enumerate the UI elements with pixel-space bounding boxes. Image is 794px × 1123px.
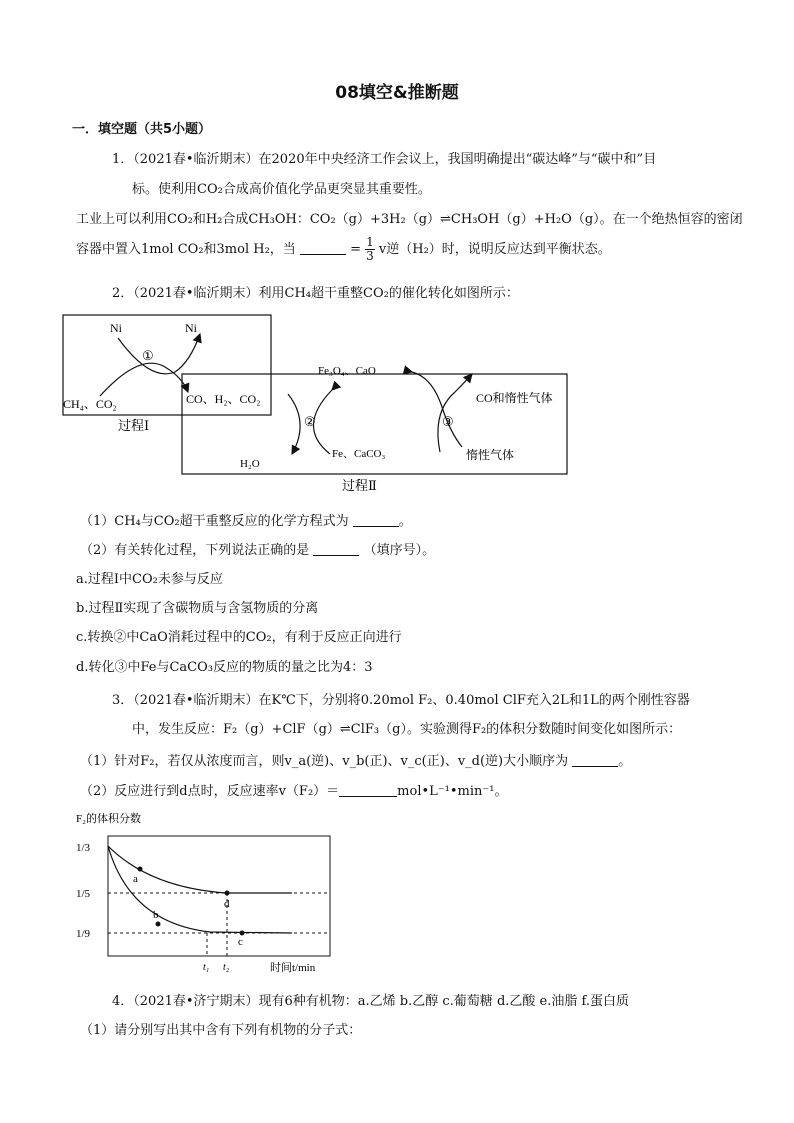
q1-line4a: 容器中置入1mol CO₂和3mol H₂，当 [76,242,296,257]
q1-frac-den: 3 [366,249,374,263]
q1-line4c: v逆（H₂）时，说明反应达到平衡状态。 [378,242,611,257]
co-h2-co2-label: CO、H₂、CO₂ [186,392,261,406]
q1-line3: 工业上可以利用CO₂和H₂合成CH₃OH：CO₂（g）+3H₂（g）⇌CH₃OH（g）+H₂O（g）。在一个绝热恒容的密闭 [76,212,743,227]
q2-sub1-text: （1）CH₄与CO₂超干重整反应的化学方程式为 [80,514,349,529]
h2o-label: H₂O [240,458,260,470]
chart-ylabel: F₂的体积分数 [76,813,141,825]
q3-sub2-text: （2）反应进行到d点时，反应速率v（F₂）＝ [80,784,340,799]
q1-fraction [365,236,375,263]
q2-sub1-end: 。 [398,514,412,529]
arc-2b [313,390,332,454]
q3-sub2-blank[interactable] [339,784,397,797]
q2-sub1-blank[interactable] [353,514,399,527]
inert-label: 惰性气体 [466,448,515,462]
q2-sub2 [80,539,435,558]
q3-line2: 中，发生反应：F₂（g）+ClF（g）⇌ClF₃（g）。实验测得F₂的体积分数随时间变化如图所示： [132,722,682,737]
process1-label: 过程Ⅰ [118,418,150,433]
q3-sub2 [80,780,507,799]
q1-equals: = [350,242,361,257]
circle-1: ① [142,348,154,363]
q2-sub2-blank[interactable] [313,543,359,556]
xtick-t1: t₁ [203,962,210,973]
q3-sub1-end: 。 [618,754,632,769]
f2-chart [70,808,340,978]
ni-left: Ni [110,321,122,335]
chart-frame [108,836,330,956]
fe-caco3-label: Fe、CaCO₃ [332,448,386,460]
ytick-1-3: 1/3 [76,842,91,854]
q4-line1: 4．（2021春•济宁期末）现有6种有机物：a.乙烯 b.乙醇 c.葡萄糖 d.乙酸 e.油脂 f.蛋白质 [112,994,629,1009]
q3-sub1 [80,750,631,769]
fe3o4-cao-label: Fe₃O₄、CaO [318,365,376,377]
q1-line2: 标。使利用CO₂合成高价值化学品更突显其重要性。 [132,182,431,197]
q1-line1: 1．（2021春•临沂期末）在2020年中央经济工作会议上，我国明确提出“碳达峰”与“碳中和”目 [112,152,657,167]
q2-option-d: d.转化③中Fe与CaCO₃反应的物质的量之比为4：3 [76,660,373,675]
arc-3b [438,374,472,452]
q2-stem: 2．（2021春•临沂期末）利用CH₄超干重整CO₂的催化转化如图所示： [112,286,519,301]
label-d: d [224,898,230,910]
q4-line2: （1）请分别写出其中含有下列有机物的分子式： [80,1023,362,1038]
page-title: 08填空&推断题 [335,83,459,103]
q2-sub2-text: （2）有关转化过程，下列说法正确的是 [80,543,310,558]
process2-label: 过程Ⅱ [342,478,377,493]
q2-option-b: b.过程Ⅱ实现了含碳物质与含氢物质的分离 [76,601,319,616]
ni-arc [118,334,200,374]
section-heading: 一．填空题（共5小题） [72,122,212,137]
q1-frac-num: 1 [366,235,374,249]
label-b: b [153,909,159,921]
q3-sub1-blank[interactable] [572,754,618,767]
arc-2a [288,394,300,454]
ytick-1-5: 1/5 [76,888,91,900]
q3-line1: 3．（2021春•临沂期末）在K℃下，分别将0.20mol F₂、0.40mol ClF充入2L和1L的两个刚性容器 [112,693,690,708]
ch4-arc [100,363,188,396]
point-c [240,931,245,936]
q2-sub2-end: （填序号）。 [363,543,436,558]
q3-sub2-end: mol•L⁻¹•min⁻¹。 [397,784,508,799]
label-a: a [133,873,138,885]
curve-upper [108,846,292,893]
q2-option-c: c.转换②中CaO消耗过程中的CO₂，有利于反应正向进行 [76,630,402,645]
ni-right: Ni [185,321,197,335]
point-a [138,867,143,872]
q1-answer-blank[interactable] [300,242,346,255]
arc-3a [412,372,462,447]
label-c: c [238,936,243,948]
point-d [225,891,230,896]
q2-sub1 [80,510,412,529]
q2-option-a: a.过程Ⅰ中CO₂未参与反应 [76,572,223,587]
point-b [156,922,161,927]
co-inert-label: CO和惰性气体 [476,391,553,405]
circle-2: ② [304,414,316,429]
xtick-t2: t₂ [223,962,230,973]
process-diagram [60,312,580,497]
chart-xlabel: 时间t/min [270,962,316,974]
q1-line4 [76,236,611,263]
circle-3: ③ [442,414,454,429]
ytick-1-9: 1/9 [76,928,91,940]
q3-sub1-text: （1）针对F₂，若仅从浓度而言，则v_a(逆)、v_b(正)、v_c(正)、v_d(逆)大小顺序为 [80,754,569,769]
ch4-co2-label: CH₄、CO₂ [63,397,117,411]
